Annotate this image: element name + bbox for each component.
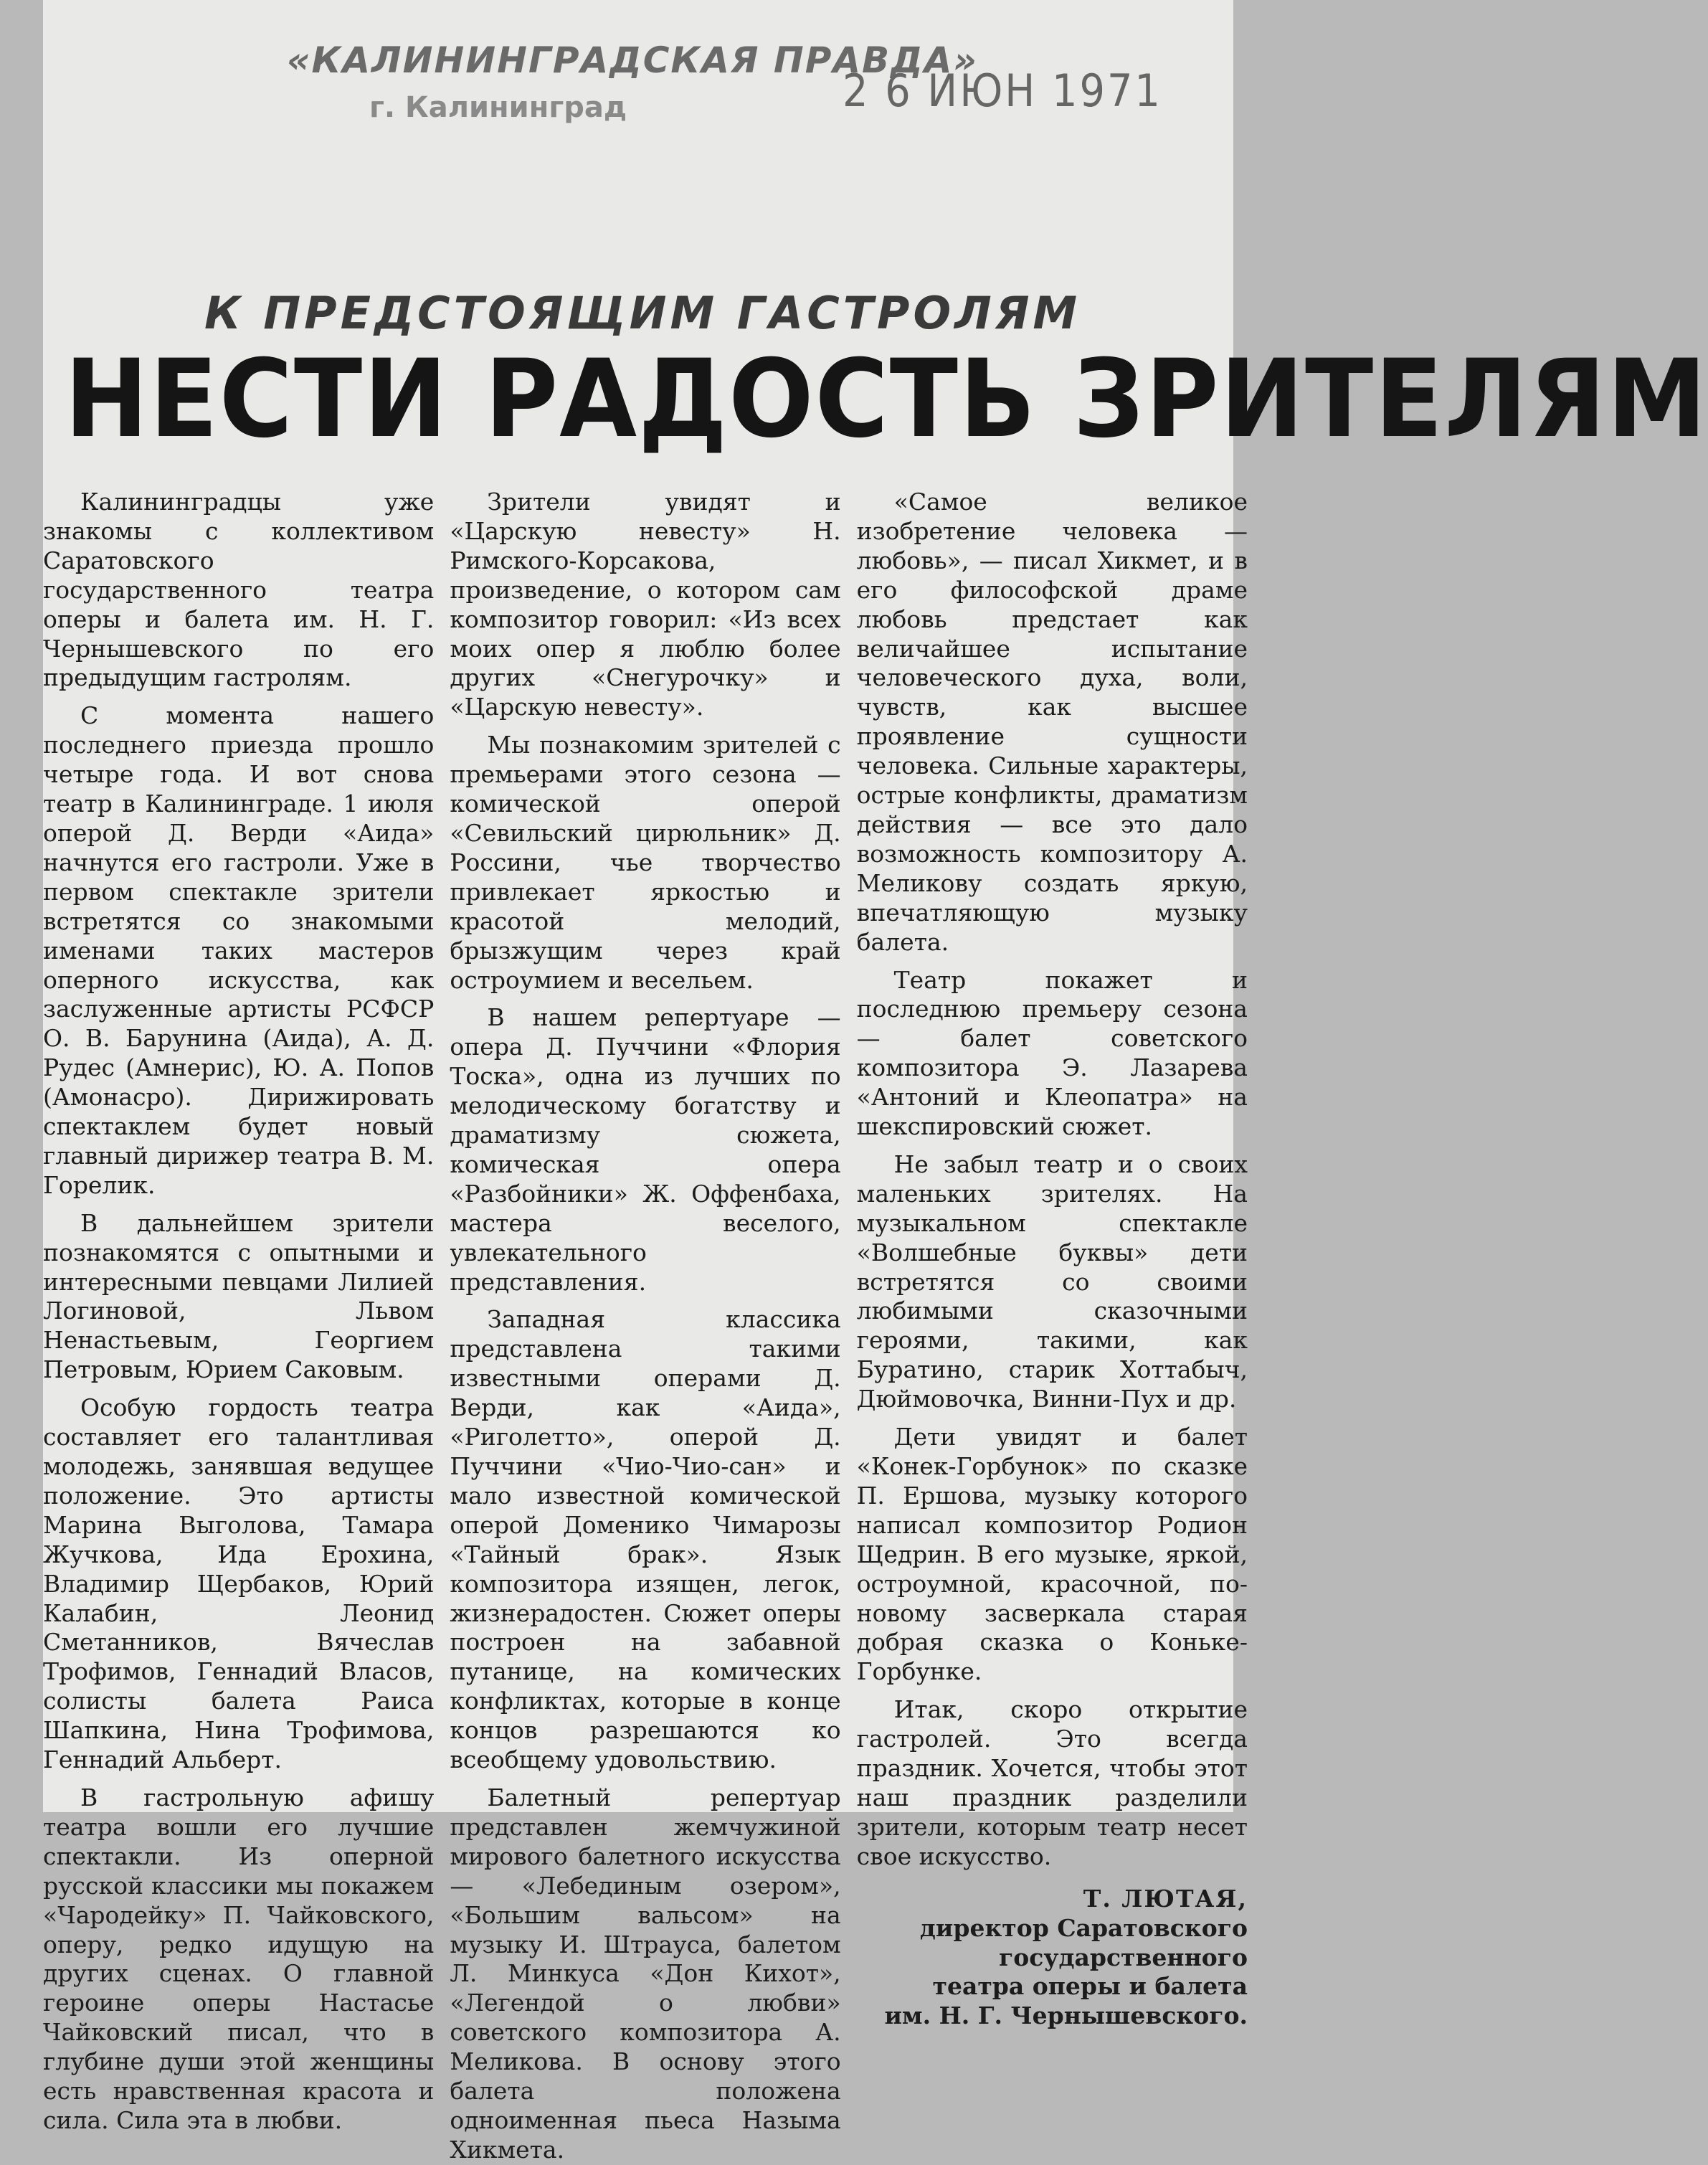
paragraph: В гастрольную афишу театра вошли его лучшие спектакли. Из оперной русской классики мы покажем «Чародейку» П. Чайковского, оперу, редко идущую на других сценах. О главной героине оперы Настасье Чайковский писал, что в глубине души этой женщины есть нравственная красота и сила. Сила эта в любви. <box>43 1783 435 2134</box>
article-column-2 <box>450 488 841 2164</box>
paragraph: Мы познакомим зрителей с премьерами этого сезона — комической оперой «Севильский цирюльник» Д. Россини, чье творчество привлекает яркостью и красотой мелодий, брызжущим через край остроумием и весельем. <box>450 731 841 994</box>
author-position: директор Саратовского <box>919 1913 1248 1942</box>
author-name: Т. ЛЮТАЯ, <box>1083 1884 1248 1913</box>
article-column-1 <box>43 488 435 2134</box>
paragraph: Калининградцы уже знакомы с коллективом Саратовского государственного театра оперы и балета им. Н. Г. Чернышевского по его предыдущим гастролям. <box>43 488 435 692</box>
date-stamp: 2 6 ИЮН 1971 <box>843 65 1162 117</box>
author-signature <box>857 1885 1248 2032</box>
paragraph: С момента нашего последнего приезда прошло четыре года. И вот снова театр в Калининграде. 1 июля оперой Д. Верди «Аида» начнутся его гастроли. Уже в первом спектакле зрители встретятся со знакомыми именами таких мастеров оперного искусства, как заслуженные артисты РСФСР О. В. Барунина (Аида), А. Д. Рудес (Амнерис), Ю. А. Попов (Амонасро). Дирижировать спектаклем будет новый главный дирижер театра В. М. Горелик. <box>43 701 435 1199</box>
headline: НЕСТИ РАДОСТЬ ЗРИТЕЛЯМ <box>65 337 1708 462</box>
stamp-city: г. Калининград <box>369 91 627 124</box>
paragraph: «Самое великое изобретение человека — любовь», — писал Хикмет, и в его философской драме любовь предстает как величайшее испытание человеческого духа, воли, чувств, как высшее проявление сущности человека. Сильные характеры, острые конфликты, драматизм действия — все это дало возможность композитору А. Меликову создать яркую, впечатляющую музыку балета. <box>856 488 1248 956</box>
paragraph: Особую гордость театра составляет его талантливая молодежь, занявшая ведущее положение. Это артисты Марина Выголова, Тамара Жучкова, Ида Ерохина, Владимир Щербаков, Юрий Калабин, Леонид Сметанников, Вячеслав Трофимов, Геннадий Власов, солисты балета Раиса Шапкина, Нина Трофимова, Геннадий Альберт. <box>43 1393 435 1774</box>
article-column-3 <box>856 488 1248 2030</box>
paragraph: В нашем репертуаре — опера Д. Пуччини «Флория Тоска», одна из лучших по мелодическому богатству и драматизму сюжета, комическая опера «Разбойники» Ж. Оффенбаха, мастера веселого, увлекательного представления. <box>450 1003 841 1296</box>
paragraph: Дети увидят и балет «Конек-Горбунок» по сказке П. Ершова, музыку которого написал композитор Родион Щедрин. В его музыке, яркой, остроумной, красочной, по-новому засверкала старая добрая сказка о Коньке-Горбунке. <box>856 1423 1248 1686</box>
paragraph: Балетный репертуар представлен жемчужиной мирового балетного искусства — «Лебединым озером», «Большим вальсом» на музыку И. Штрауса, балетом Л. Минкуса «Дон Кихот», «Легендой о любви» советского композитора А. Меликова. В основу этого балета положена одноименная пьеса Назыма Хикмета. <box>450 1783 841 2164</box>
author-position: государственного <box>999 1943 1248 1971</box>
paragraph: В дальнейшем зрители познакомятся с опытными и интересными певцами Лилией Логиновой, Львом Ненастьевым, Георгием Петровым, Юрием Саковым. <box>43 1208 435 1384</box>
author-position: им. Н. Г. Чернышевского. <box>884 2001 1248 2030</box>
paragraph: Зрители увидят и «Царскую невесту» Н. Римского-Корсакова, произведение, о котором сам композитор говорил: «Из всех моих опер я люблю более других «Снегурочку» и «Царскую невесту». <box>450 488 841 721</box>
paragraph: Итак, скоро открытие гастролей. Это всегда праздник. Хочется, чтобы этот наш праздник разделили зрители, которым театр несет свое искусство. <box>856 1695 1248 1870</box>
rubric: К ПРЕДСТОЯЩИМ ГАСТРОЛЯМ <box>204 287 1081 339</box>
paragraph: Не забыл театр и о своих маленьких зрителях. На музыкальном спектакле «Волшебные буквы» дети встретятся со своими любимыми сказочными героями, такими, как Буратино, старик Хоттабыч, Дюймовочка, Винни-Пух и др. <box>856 1150 1248 1413</box>
paragraph: Театр покажет и последнюю премьеру сезона — балет советского композитора Э. Лазарева «Антоний и Клеопатра» на шекспировский сюжет. <box>856 965 1248 1141</box>
paragraph: Западная классика представлена такими известными операми Д. Верди, как «Аида», «Риголетто», оперой Д. Пуччини «Чио-Чио-сан» и мало известной комической оперой Доменико Чимарозы «Тайный брак». Язык композитора изящен, легок, жизнерадостен. Сюжет оперы построен на забавной путанице, на комических конфликтах, которые в конце концов разрешаются ко всеобщему удовольствию. <box>450 1305 841 1774</box>
article-body <box>43 488 1248 2164</box>
author-position: театра оперы и балета <box>932 1972 1248 2001</box>
stamp-newspaper-name: «КАЛИНИНГРАДСКАЯ ПРАВДА» <box>287 39 978 81</box>
